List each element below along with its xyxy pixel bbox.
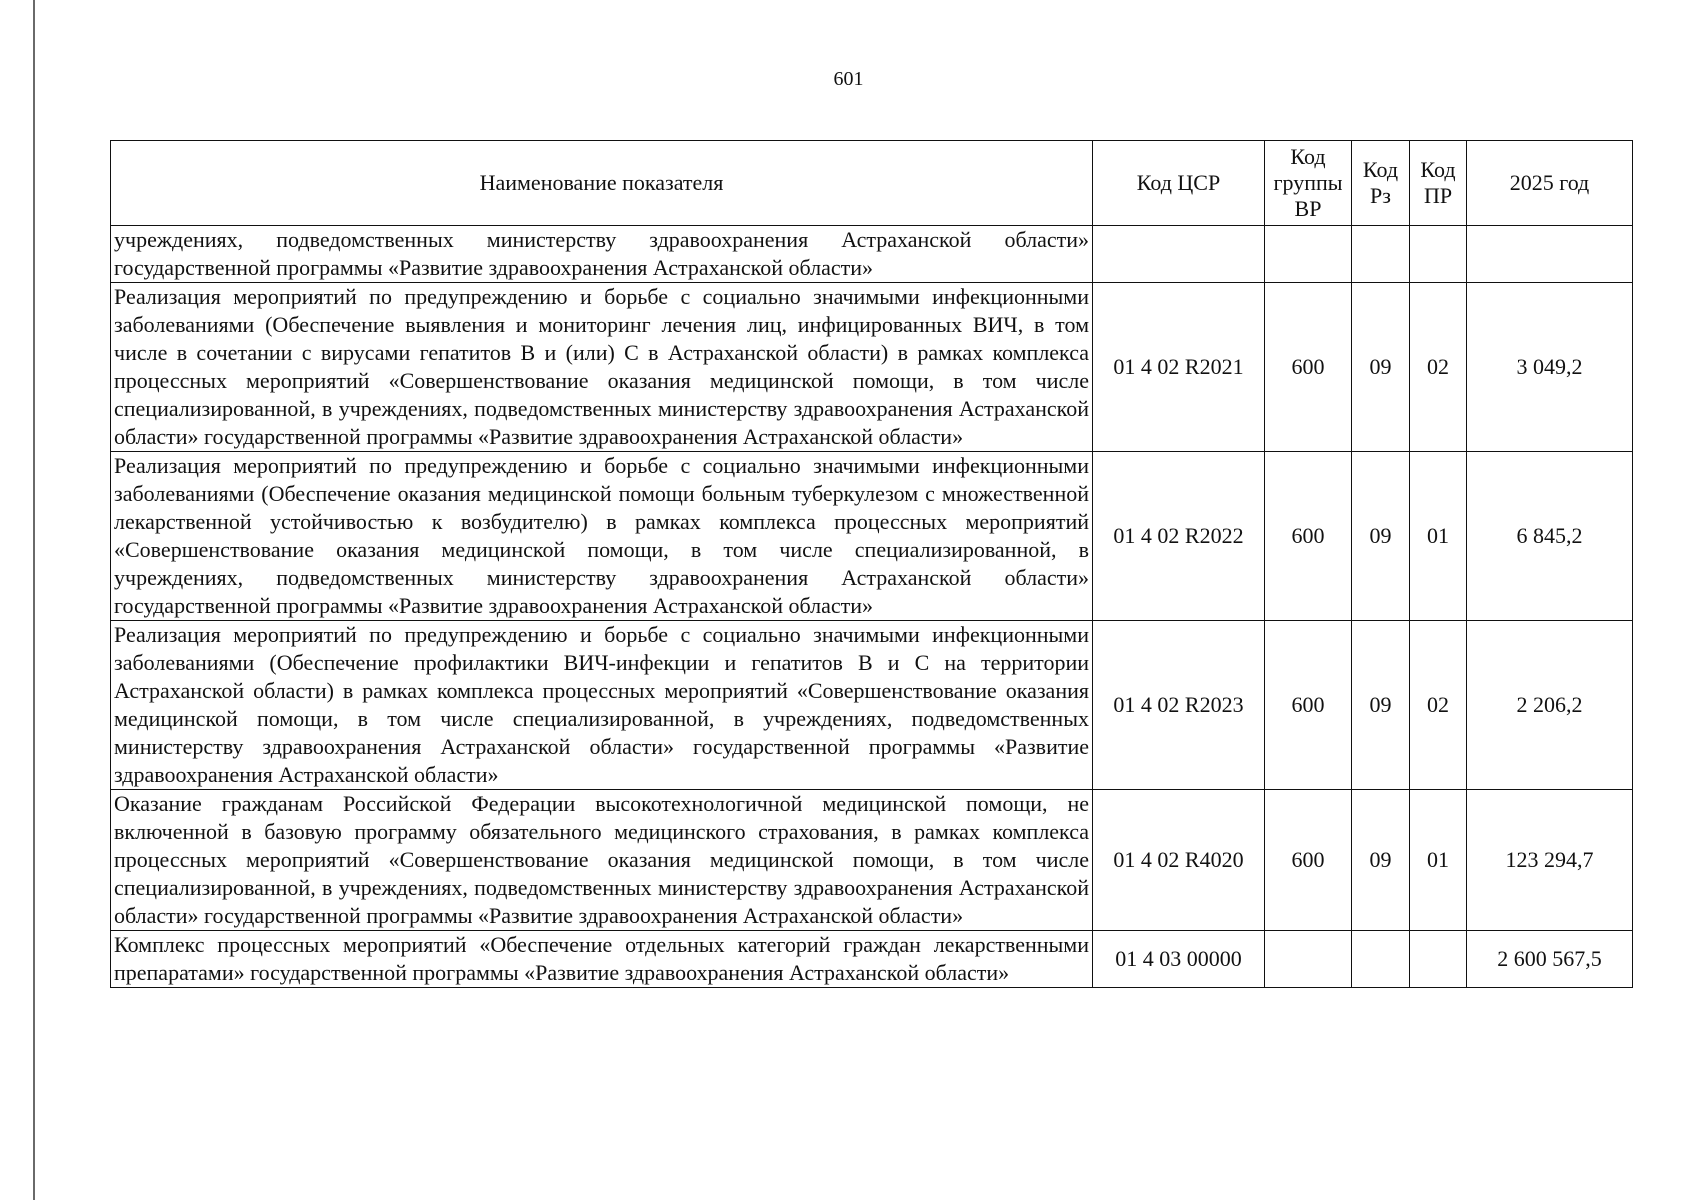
cell-amount: 6 845,2 [1467,452,1633,621]
header-rz-code: Код Рз [1352,141,1410,226]
cell-vr [1265,226,1352,283]
table-row [111,790,1633,931]
header-name: Наименование показателя [111,141,1093,226]
cell-pr [1410,226,1467,283]
cell-name: Реализация мероприятий по предупреждению и борьбе с социально значимыми инфекционными заболеваниями (Обеспечение профилактики ВИЧ-инфекции и гепатитов B и C на территории Астраханской области) в рамках комплекса процессных мероприятий «Совершенствование оказания медицинской помощи, в том числе специализированной, в учреждениях, подведомственных министерству здравоохранения Астраханской области» государственной программы «Развитие здравоохранения Астраханской области» [111,621,1093,790]
cell-vr [1265,931,1352,988]
header-year-2025: 2025 год [1467,141,1633,226]
table-row [111,621,1633,790]
cell-csr: 01 4 02 R2022 [1093,452,1265,621]
cell-amount: 2 600 567,5 [1467,931,1633,988]
cell-pr: 02 [1410,621,1467,790]
cell-pr: 01 [1410,790,1467,931]
cell-vr: 600 [1265,452,1352,621]
cell-rz [1352,931,1410,988]
table-row [111,283,1633,452]
cell-rz [1352,226,1410,283]
cell-vr: 600 [1265,621,1352,790]
cell-vr: 600 [1265,283,1352,452]
binding-line [33,0,35,1200]
cell-rz: 09 [1352,790,1410,931]
table-row [111,226,1633,283]
cell-rz: 09 [1352,621,1410,790]
cell-name: учреждениях, подведомственных министерству здравоохранения Астраханской области» государственной программы «Развитие здравоохранения Астраханской области» [111,226,1093,283]
cell-rz: 09 [1352,452,1410,621]
cell-name: Комплекс процессных мероприятий «Обеспечение отдельных категорий граждан лекарственными препаратами» государственной программы «Развитие здравоохранения Астраханской области» [111,931,1093,988]
cell-pr [1410,931,1467,988]
cell-name: Реализация мероприятий по предупреждению и борьбе с социально значимыми инфекционными заболеваниями (Обеспечение выявления и мониторинг лечения лиц, инфицированных ВИЧ, в том числе в сочетании с вирусами гепатитов B и (или) C в Астраханской области) в рамках комплекса процессных мероприятий «Совершенствование оказания медицинской помощи, в том числе специализированной, в учреждениях, подведомственных министерству здравоохранения Астраханской области» государственной программы «Развитие здравоохранения Астраханской области» [111,283,1093,452]
header-pr-code: Код ПР [1410,141,1467,226]
cell-pr: 02 [1410,283,1467,452]
cell-name: Оказание гражданам Российской Федерации высокотехнологичной медицинской помощи, не включенной в базовую программу обязательного медицинского страхования, в рамках комплекса процессных мероприятий «Совершенствование оказания медицинской помощи, в том числе специализированной, в учреждениях, подведомственных министерству здравоохранения Астраханской области» государственной программы «Развитие здравоохранения Астраханской области» [111,790,1093,931]
page-number: 601 [833,68,864,90]
cell-vr: 600 [1265,790,1352,931]
cell-csr [1093,226,1265,283]
budget-table [110,140,1633,988]
cell-amount: 123 294,7 [1467,790,1633,931]
table-header-row [111,141,1633,226]
cell-csr: 01 4 02 R2021 [1093,283,1265,452]
table-row [111,452,1633,621]
cell-csr: 01 4 03 00000 [1093,931,1265,988]
cell-amount: 2 206,2 [1467,621,1633,790]
cell-amount: 3 049,2 [1467,283,1633,452]
cell-csr: 01 4 02 R2023 [1093,621,1265,790]
header-csr-code: Код ЦСР [1093,141,1265,226]
cell-name: Реализация мероприятий по предупреждению и борьбе с социально значимыми инфекционными заболеваниями (Обеспечение оказания медицинской помощи больным туберкулезом с множественной лекарственной устойчивостью к возбудителю) в рамках комплекса процессных мероприятий «Совершенствование оказания медицинской помощи, в том числе специализированной, в учреждениях, подведомственных министерству здравоохранения Астраханской области» государственной программы «Развитие здравоохранения Астраханской области» [111,452,1093,621]
header-vr-group-code: Код группы ВР [1265,141,1352,226]
cell-amount [1467,226,1633,283]
table-row [111,931,1633,988]
cell-csr: 01 4 02 R4020 [1093,790,1265,931]
cell-pr: 01 [1410,452,1467,621]
cell-rz: 09 [1352,283,1410,452]
